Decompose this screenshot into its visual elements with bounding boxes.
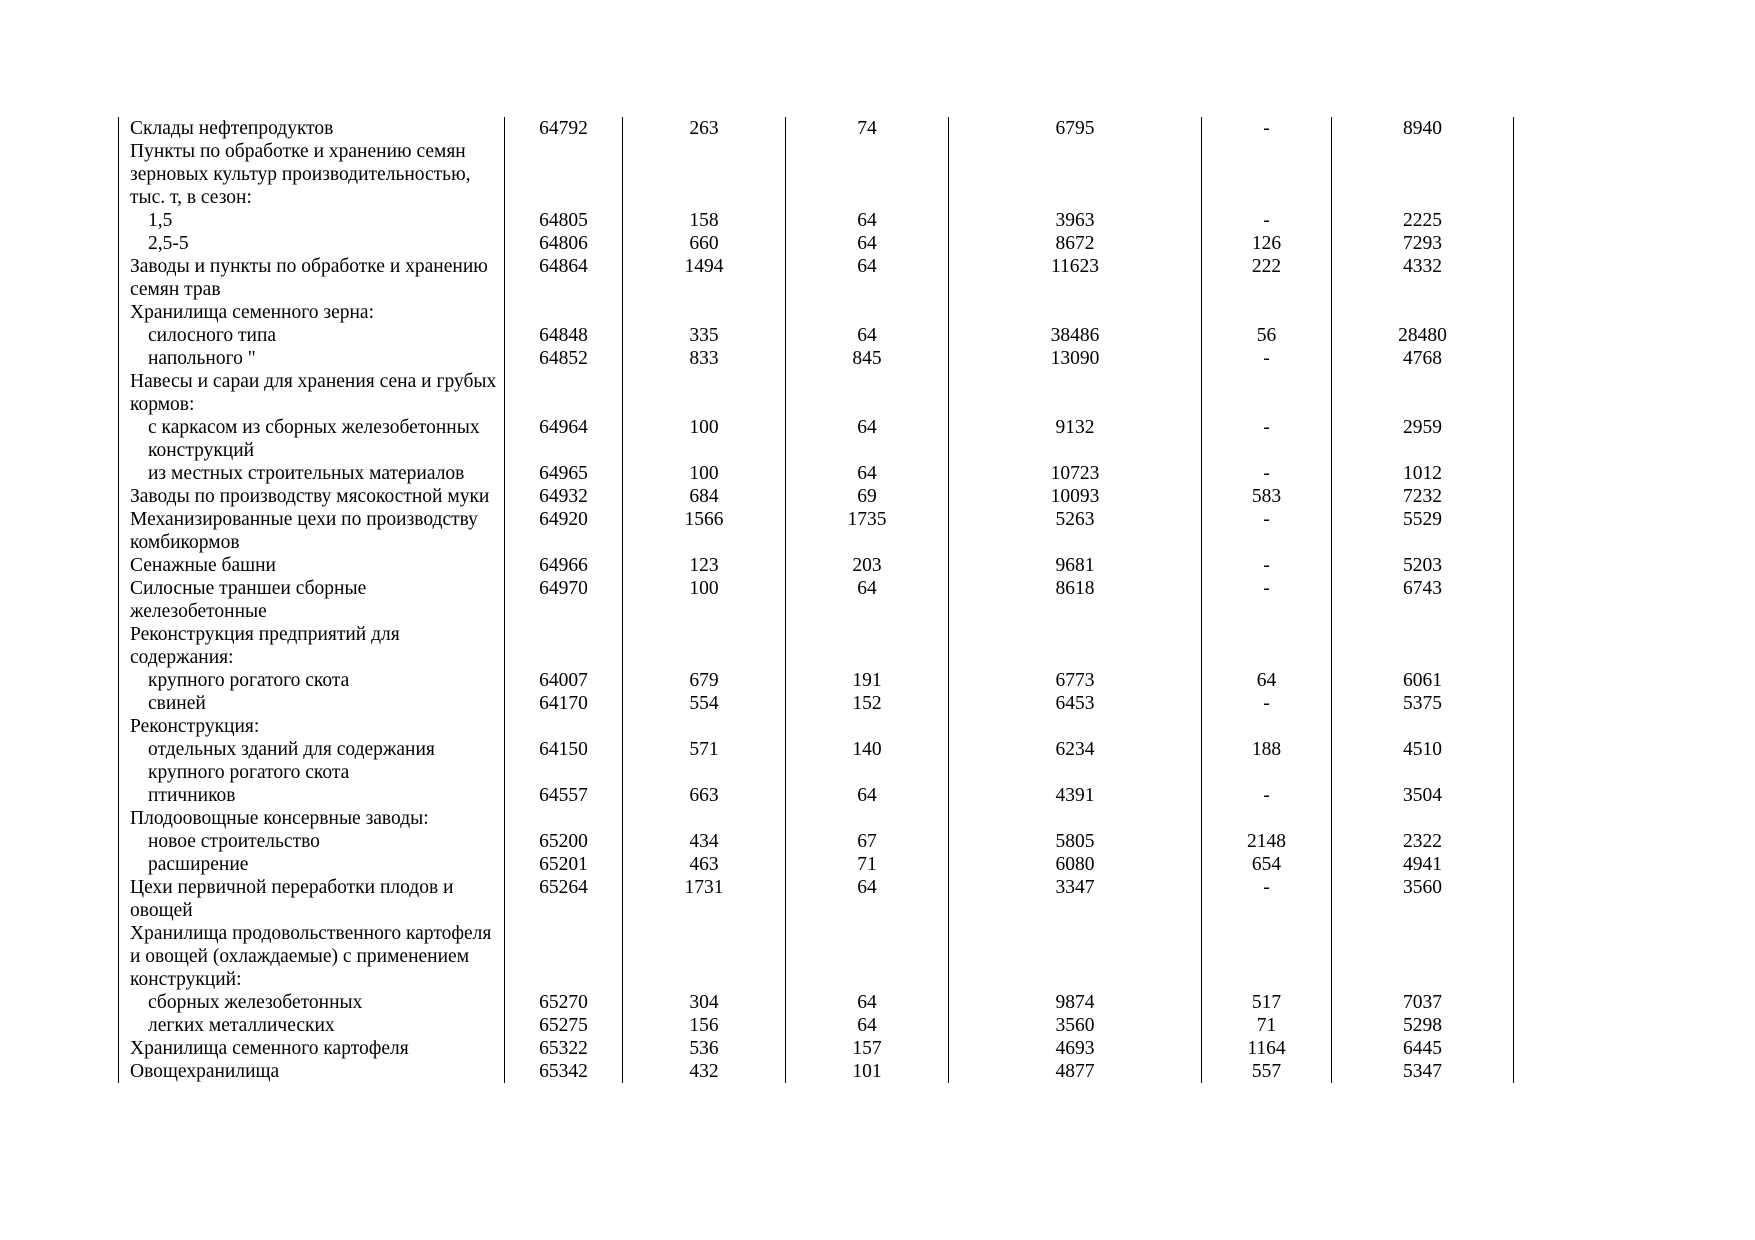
value-cell-1 — [623, 370, 786, 416]
value-cell-4: - — [1202, 462, 1332, 485]
value-cell-2: 845 — [786, 347, 949, 370]
value-cell-3: 9681 — [949, 554, 1202, 577]
code-cell — [505, 301, 623, 324]
value-cell-2: 64 — [786, 324, 949, 347]
value-cell-4: - — [1202, 554, 1332, 577]
table-row — [119, 991, 1514, 1014]
value-cell-5: 5375 — [1332, 692, 1514, 715]
code-cell: 64970 — [505, 577, 623, 623]
value-cell-2: 157 — [786, 1037, 949, 1060]
value-cell-1: 156 — [623, 1014, 786, 1037]
value-cell-1: 660 — [623, 232, 786, 255]
value-cell-4 — [1202, 623, 1332, 669]
value-cell-4: 71 — [1202, 1014, 1332, 1037]
value-cell-5 — [1332, 623, 1514, 669]
value-cell-5: 4332 — [1332, 255, 1514, 301]
code-cell: 65201 — [505, 853, 623, 876]
value-cell-5 — [1332, 301, 1514, 324]
row-name-cell: Заводы по производству мясокостной муки — [119, 485, 505, 508]
row-name-cell: 1,5 — [119, 209, 505, 232]
table-row — [119, 784, 1514, 807]
value-cell-3: 6453 — [949, 692, 1202, 715]
value-cell-3: 6773 — [949, 669, 1202, 692]
value-cell-5: 28480 — [1332, 324, 1514, 347]
value-cell-4 — [1202, 922, 1332, 991]
value-cell-3: 4693 — [949, 1037, 1202, 1060]
value-cell-3: 8618 — [949, 577, 1202, 623]
code-cell — [505, 807, 623, 830]
table-row — [119, 232, 1514, 255]
table-row — [119, 117, 1514, 140]
value-cell-3: 10723 — [949, 462, 1202, 485]
value-cell-2: 64 — [786, 232, 949, 255]
value-cell-1 — [623, 301, 786, 324]
value-cell-3: 3347 — [949, 876, 1202, 922]
value-cell-5: 7232 — [1332, 485, 1514, 508]
value-cell-2 — [786, 922, 949, 991]
value-cell-1: 1731 — [623, 876, 786, 922]
row-name-cell: Механизированные цехи по производству комбикормов — [119, 508, 505, 554]
value-cell-3 — [949, 370, 1202, 416]
table-row — [119, 830, 1514, 853]
value-cell-3: 3560 — [949, 1014, 1202, 1037]
value-cell-2: 64 — [786, 991, 949, 1014]
row-name-cell: Овощехранилища — [119, 1060, 505, 1083]
value-cell-3 — [949, 623, 1202, 669]
value-cell-5: 6743 — [1332, 577, 1514, 623]
value-cell-5: 7037 — [1332, 991, 1514, 1014]
row-name-cell: новое строительство — [119, 830, 505, 853]
value-cell-2: 203 — [786, 554, 949, 577]
row-name-cell: силосного типа — [119, 324, 505, 347]
table-row — [119, 876, 1514, 922]
value-cell-3 — [949, 922, 1202, 991]
table-row — [119, 669, 1514, 692]
value-cell-5: 7293 — [1332, 232, 1514, 255]
value-cell-4 — [1202, 807, 1332, 830]
row-name-cell: 2,5-5 — [119, 232, 505, 255]
table-row — [119, 324, 1514, 347]
value-cell-2: 69 — [786, 485, 949, 508]
value-cell-5 — [1332, 370, 1514, 416]
row-name-cell: отдельных зданий для содержания крупного рогатого скота — [119, 738, 505, 784]
value-cell-1: 304 — [623, 991, 786, 1014]
value-cell-1 — [623, 140, 786, 209]
value-cell-4: - — [1202, 347, 1332, 370]
value-cell-2 — [786, 623, 949, 669]
value-cell-1: 536 — [623, 1037, 786, 1060]
row-name-cell: легких металлических — [119, 1014, 505, 1037]
table-row — [119, 508, 1514, 554]
value-cell-5: 5347 — [1332, 1060, 1514, 1083]
value-cell-4: 222 — [1202, 255, 1332, 301]
value-cell-2: 191 — [786, 669, 949, 692]
table-row — [119, 577, 1514, 623]
value-cell-2 — [786, 140, 949, 209]
value-cell-2: 1735 — [786, 508, 949, 554]
value-cell-5: 5529 — [1332, 508, 1514, 554]
value-cell-1 — [623, 623, 786, 669]
table-row — [119, 807, 1514, 830]
value-cell-2: 64 — [786, 462, 949, 485]
value-cell-4: 1164 — [1202, 1037, 1332, 1060]
value-cell-3: 5805 — [949, 830, 1202, 853]
row-name-cell: расширение — [119, 853, 505, 876]
value-cell-4: 557 — [1202, 1060, 1332, 1083]
table-row — [119, 554, 1514, 577]
code-cell: 64805 — [505, 209, 623, 232]
value-cell-1: 663 — [623, 784, 786, 807]
row-name-cell: свиней — [119, 692, 505, 715]
value-cell-5: 4768 — [1332, 347, 1514, 370]
value-cell-1: 1494 — [623, 255, 786, 301]
value-cell-2: 64 — [786, 577, 949, 623]
table-row — [119, 370, 1514, 416]
table-row — [119, 255, 1514, 301]
row-name-cell: Силосные траншеи сборные железобетонные — [119, 577, 505, 623]
row-name-cell: сборных железобетонных — [119, 991, 505, 1014]
value-cell-4: 583 — [1202, 485, 1332, 508]
value-cell-5: 5298 — [1332, 1014, 1514, 1037]
value-cell-5: 4510 — [1332, 738, 1514, 784]
value-cell-1: 1566 — [623, 508, 786, 554]
value-cell-2: 64 — [786, 1014, 949, 1037]
table-row — [119, 623, 1514, 669]
value-cell-3 — [949, 715, 1202, 738]
value-cell-1: 123 — [623, 554, 786, 577]
value-cell-5: 6061 — [1332, 669, 1514, 692]
value-cell-4 — [1202, 140, 1332, 209]
value-cell-2 — [786, 370, 949, 416]
value-cell-1: 679 — [623, 669, 786, 692]
code-cell — [505, 623, 623, 669]
value-cell-2 — [786, 807, 949, 830]
value-cell-2 — [786, 715, 949, 738]
value-cell-1: 158 — [623, 209, 786, 232]
code-cell — [505, 922, 623, 991]
table-row — [119, 140, 1514, 209]
code-cell: 64848 — [505, 324, 623, 347]
row-name-cell: птичников — [119, 784, 505, 807]
value-cell-3: 6080 — [949, 853, 1202, 876]
value-cell-2: 67 — [786, 830, 949, 853]
value-cell-4: 126 — [1202, 232, 1332, 255]
value-cell-1: 432 — [623, 1060, 786, 1083]
value-cell-5: 2225 — [1332, 209, 1514, 232]
value-cell-1: 554 — [623, 692, 786, 715]
value-cell-4: 64 — [1202, 669, 1332, 692]
value-cell-1 — [623, 922, 786, 991]
row-name-cell: Навесы и сараи для хранения сена и грубых кормов: — [119, 370, 505, 416]
row-name-cell: крупного рогатого скота — [119, 669, 505, 692]
value-cell-3: 5263 — [949, 508, 1202, 554]
value-cell-1: 100 — [623, 416, 786, 462]
value-cell-2: 71 — [786, 853, 949, 876]
value-cell-2: 64 — [786, 209, 949, 232]
table-row — [119, 1060, 1514, 1083]
value-cell-3 — [949, 301, 1202, 324]
value-cell-5: 4941 — [1332, 853, 1514, 876]
row-name-cell: Сенажные башни — [119, 554, 505, 577]
value-cell-2: 152 — [786, 692, 949, 715]
row-name-cell: Пункты по обработке и хранению семян зерновых культур производительностью, тыс. т, в сезон: — [119, 140, 505, 209]
value-cell-4: 56 — [1202, 324, 1332, 347]
code-cell: 65270 — [505, 991, 623, 1014]
value-cell-4: 517 — [1202, 991, 1332, 1014]
value-cell-4 — [1202, 301, 1332, 324]
code-cell: 64852 — [505, 347, 623, 370]
value-cell-3: 4877 — [949, 1060, 1202, 1083]
value-cell-4: 2148 — [1202, 830, 1332, 853]
value-cell-4 — [1202, 370, 1332, 416]
value-cell-1: 100 — [623, 462, 786, 485]
row-name-cell: Заводы и пункты по обработке и хранению семян трав — [119, 255, 505, 301]
value-cell-1: 571 — [623, 738, 786, 784]
value-cell-4: - — [1202, 784, 1332, 807]
value-cell-1 — [623, 715, 786, 738]
code-cell: 65342 — [505, 1060, 623, 1083]
code-cell — [505, 370, 623, 416]
value-cell-5 — [1332, 922, 1514, 991]
code-cell: 64964 — [505, 416, 623, 462]
row-name-cell: из местных строительных материалов — [119, 462, 505, 485]
table-row — [119, 1037, 1514, 1060]
code-cell: 64806 — [505, 232, 623, 255]
value-cell-1: 463 — [623, 853, 786, 876]
value-cell-3: 38486 — [949, 324, 1202, 347]
code-cell: 65275 — [505, 1014, 623, 1037]
value-cell-3: 13090 — [949, 347, 1202, 370]
value-cell-3: 6795 — [949, 117, 1202, 140]
value-cell-1: 684 — [623, 485, 786, 508]
table-row — [119, 209, 1514, 232]
table-row — [119, 692, 1514, 715]
code-cell: 64170 — [505, 692, 623, 715]
value-cell-2: 64 — [786, 876, 949, 922]
code-cell: 64150 — [505, 738, 623, 784]
code-cell: 64864 — [505, 255, 623, 301]
value-cell-3: 10093 — [949, 485, 1202, 508]
value-cell-1: 434 — [623, 830, 786, 853]
value-cell-4: - — [1202, 209, 1332, 232]
table-row — [119, 738, 1514, 784]
value-cell-2: 101 — [786, 1060, 949, 1083]
code-cell: 64792 — [505, 117, 623, 140]
value-cell-5: 2959 — [1332, 416, 1514, 462]
value-cell-4: - — [1202, 508, 1332, 554]
value-cell-5: 3504 — [1332, 784, 1514, 807]
table-row — [119, 301, 1514, 324]
value-cell-5: 6445 — [1332, 1037, 1514, 1060]
value-cell-2: 64 — [786, 255, 949, 301]
row-name-cell: Склады нефтепродуктов — [119, 117, 505, 140]
value-cell-5: 3560 — [1332, 876, 1514, 922]
code-cell: 65200 — [505, 830, 623, 853]
table-body — [119, 117, 1514, 1083]
table-row — [119, 1014, 1514, 1037]
value-cell-3: 3963 — [949, 209, 1202, 232]
value-cell-2 — [786, 301, 949, 324]
value-cell-5 — [1332, 807, 1514, 830]
value-cell-1: 833 — [623, 347, 786, 370]
value-cell-3 — [949, 807, 1202, 830]
value-cell-1: 100 — [623, 577, 786, 623]
value-cell-5 — [1332, 140, 1514, 209]
value-cell-5: 1012 — [1332, 462, 1514, 485]
value-cell-3: 9874 — [949, 991, 1202, 1014]
value-cell-4 — [1202, 715, 1332, 738]
value-cell-5: 5203 — [1332, 554, 1514, 577]
row-name-cell: Хранилища продовольственного картофеля и овощей (охлаждаемые) с применением конструкций: — [119, 922, 505, 991]
value-cell-2: 140 — [786, 738, 949, 784]
code-cell: 65264 — [505, 876, 623, 922]
code-cell: 65322 — [505, 1037, 623, 1060]
value-cell-1: 263 — [623, 117, 786, 140]
code-cell: 64932 — [505, 485, 623, 508]
row-name-cell: Хранилища семенного зерна: — [119, 301, 505, 324]
code-cell: 64557 — [505, 784, 623, 807]
value-cell-4: - — [1202, 416, 1332, 462]
table-row — [119, 922, 1514, 991]
value-cell-4: 654 — [1202, 853, 1332, 876]
code-cell: 64920 — [505, 508, 623, 554]
value-cell-5: 8940 — [1332, 117, 1514, 140]
row-name-cell: Цехи первичной переработки плодов и овощей — [119, 876, 505, 922]
value-cell-4: - — [1202, 577, 1332, 623]
code-cell: 64965 — [505, 462, 623, 485]
code-cell: 64966 — [505, 554, 623, 577]
value-cell-3: 6234 — [949, 738, 1202, 784]
table-row — [119, 416, 1514, 462]
row-name-cell: Плодоовощные консервные заводы: — [119, 807, 505, 830]
table-row — [119, 462, 1514, 485]
row-name-cell: Реконструкция предприятий для содержания: — [119, 623, 505, 669]
value-cell-4: - — [1202, 117, 1332, 140]
value-cell-5 — [1332, 715, 1514, 738]
row-name-cell: с каркасом из сборных железобетонных конструкций — [119, 416, 505, 462]
value-cell-3: 9132 — [949, 416, 1202, 462]
table-row — [119, 347, 1514, 370]
value-cell-3 — [949, 140, 1202, 209]
row-name-cell: напольного " — [119, 347, 505, 370]
value-cell-1: 335 — [623, 324, 786, 347]
value-cell-4: - — [1202, 876, 1332, 922]
value-cell-3: 4391 — [949, 784, 1202, 807]
value-cell-4: 188 — [1202, 738, 1332, 784]
row-name-cell: Реконструкция: — [119, 715, 505, 738]
table-row — [119, 715, 1514, 738]
value-cell-2: 74 — [786, 117, 949, 140]
value-cell-1 — [623, 807, 786, 830]
cost-table — [118, 117, 1514, 1083]
value-cell-2: 64 — [786, 416, 949, 462]
code-cell — [505, 715, 623, 738]
value-cell-4: - — [1202, 692, 1332, 715]
value-cell-3: 11623 — [949, 255, 1202, 301]
code-cell — [505, 140, 623, 209]
table-row — [119, 853, 1514, 876]
table-row — [119, 485, 1514, 508]
row-name-cell: Хранилища семенного картофеля — [119, 1037, 505, 1060]
value-cell-5: 2322 — [1332, 830, 1514, 853]
code-cell: 64007 — [505, 669, 623, 692]
value-cell-3: 8672 — [949, 232, 1202, 255]
value-cell-2: 64 — [786, 784, 949, 807]
